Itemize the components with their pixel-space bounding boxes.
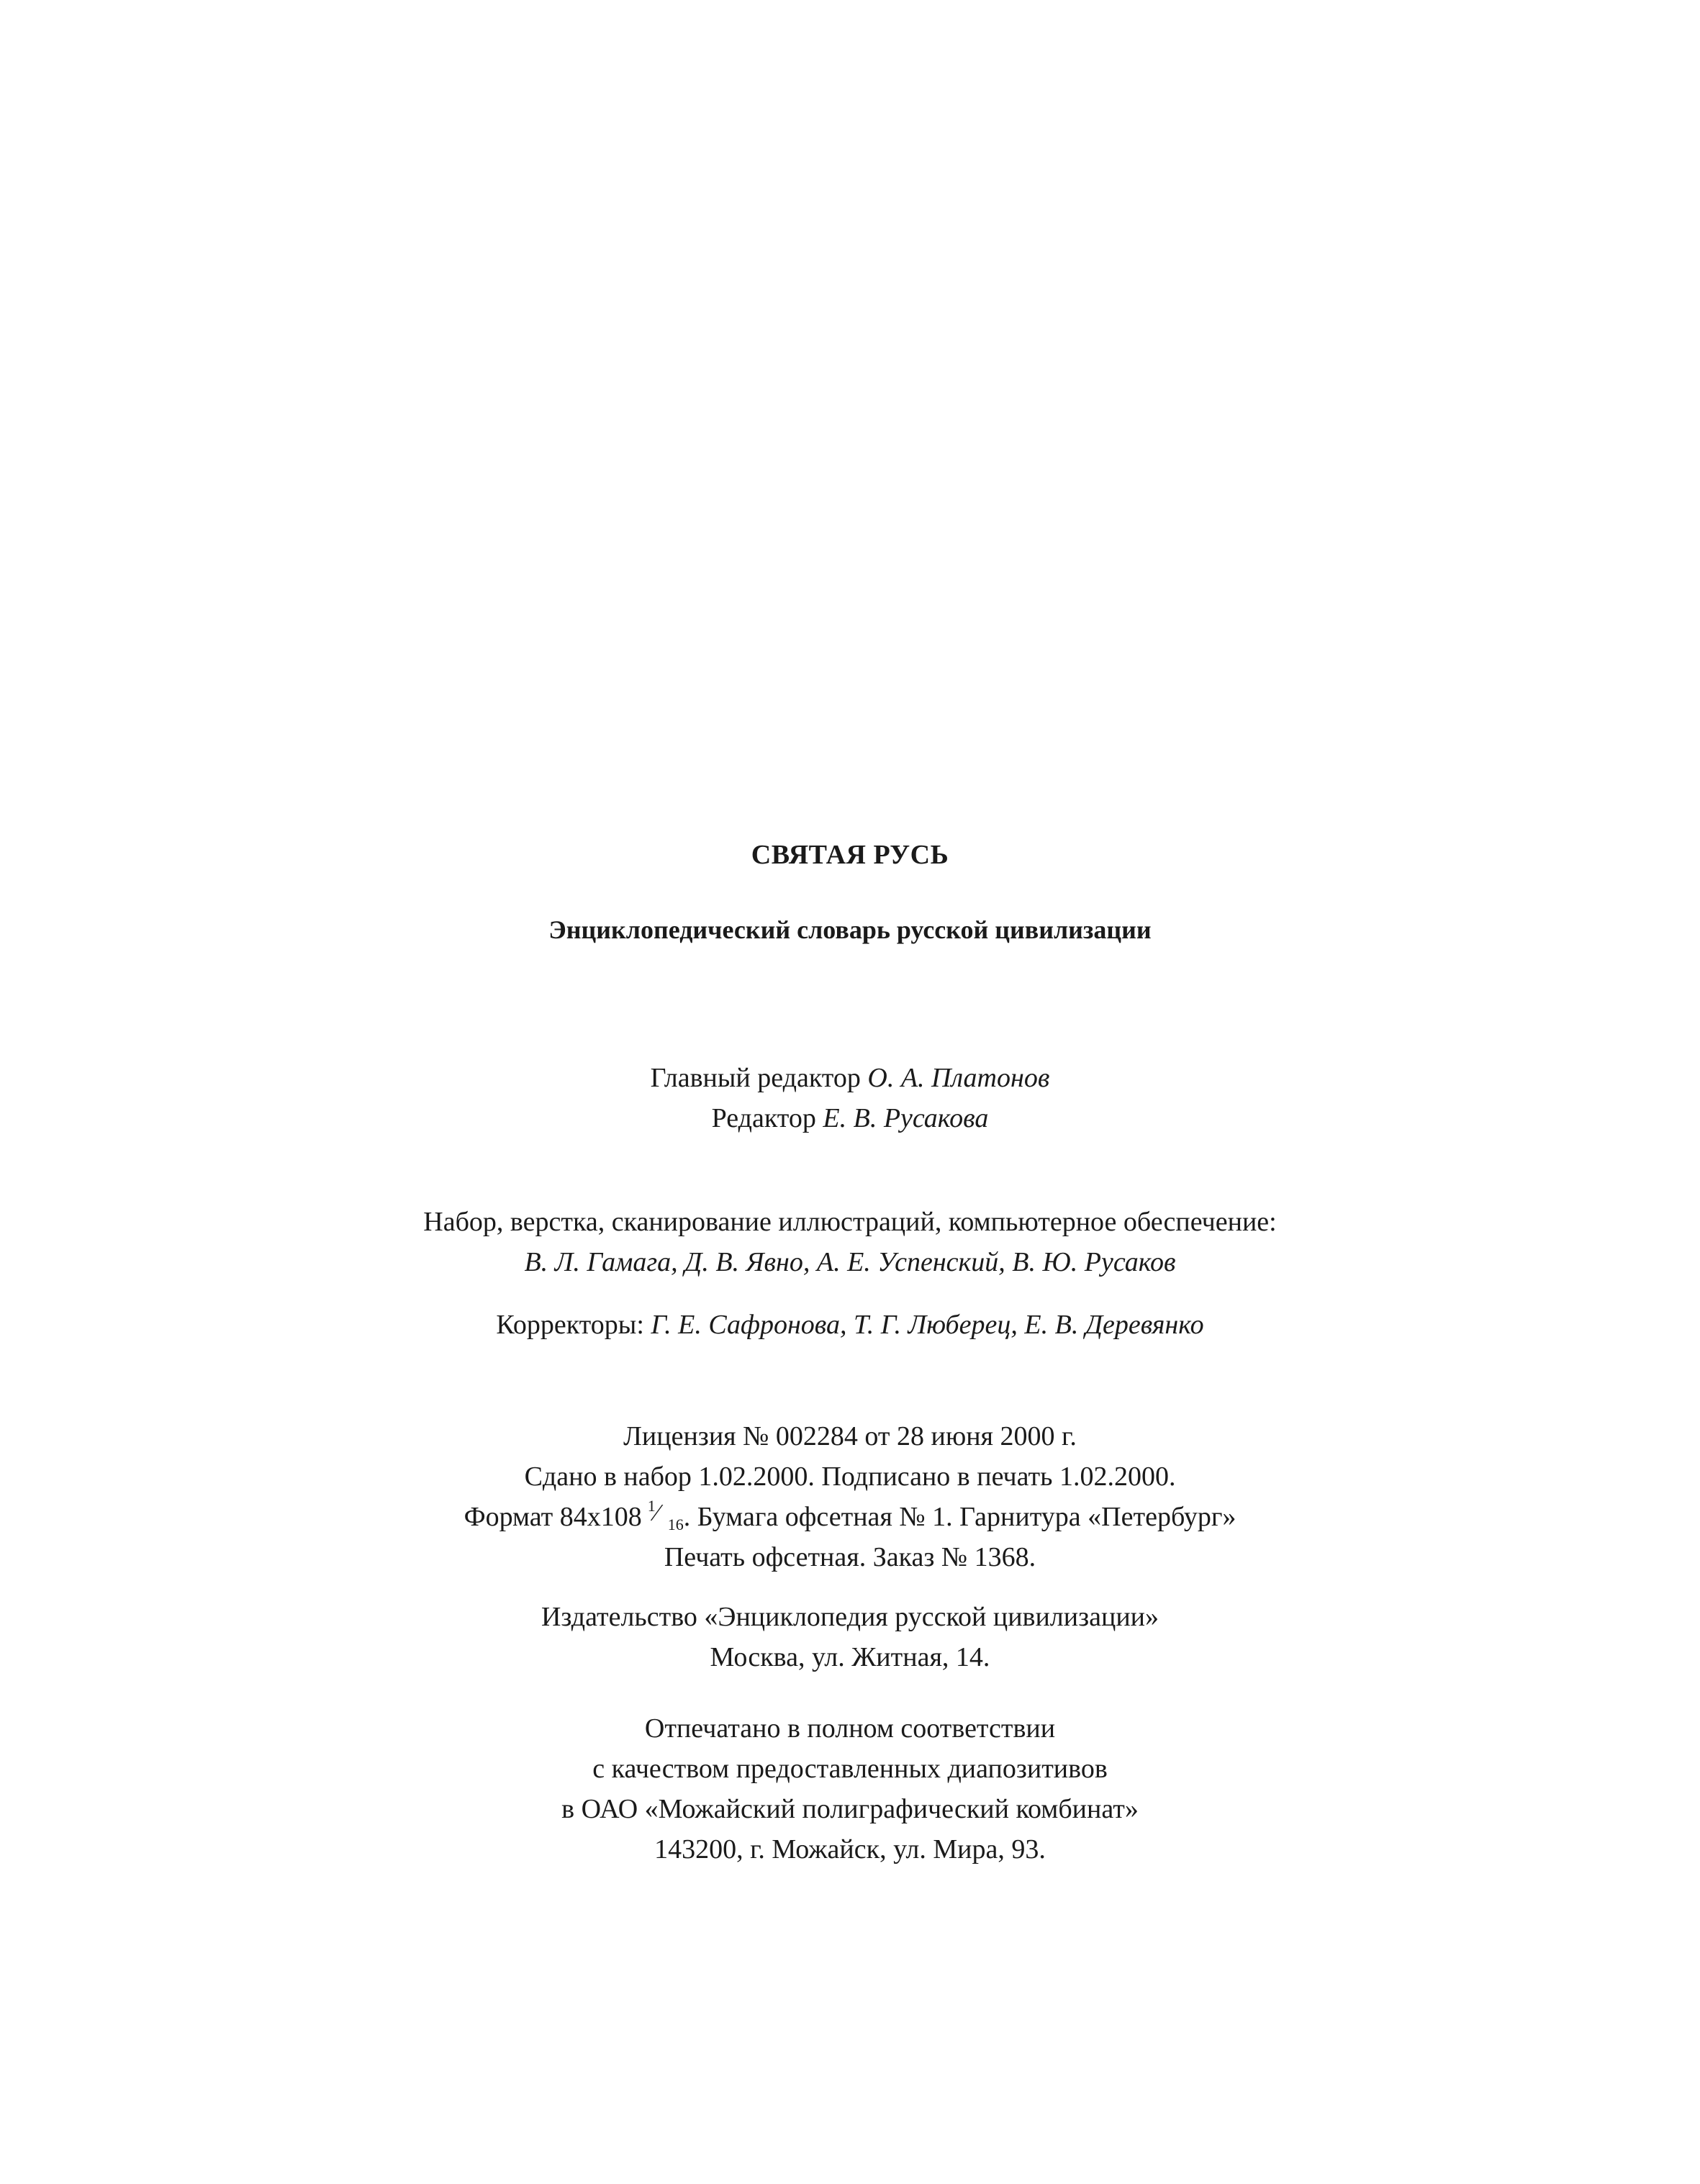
- proofreaders-label: Корректоры:: [496, 1310, 644, 1340]
- editors-section: [0, 1058, 1700, 1138]
- imprint-section: [0, 1416, 1700, 1577]
- printer-line-1: Отпечатано в полном соответствии: [644, 1713, 1056, 1744]
- book-title: СВЯТАЯ РУСЬ: [751, 840, 949, 870]
- printer-line-3: в ОАО «Можайский полиграфический комбинат»: [561, 1794, 1139, 1824]
- dates-line: Сдано в набор 1.02.2000. Подписано в печать 1.02.2000.: [524, 1462, 1176, 1492]
- format-fraction-denominator: 16: [667, 1515, 684, 1533]
- printer-section: [0, 1708, 1700, 1870]
- format-fraction: 1 ⁄ 16: [647, 1497, 684, 1533]
- production-staff-section: [0, 1202, 1700, 1282]
- editor-name: Е. В. Русакова: [823, 1103, 989, 1133]
- license-line: Лицензия № 002284 от 28 июня 2000 г.: [623, 1421, 1077, 1451]
- format-suffix: . Бумага офсетная № 1. Гарнитура «Петербург»: [683, 1502, 1236, 1532]
- printer-line-2: с качеством предоставленных диапозитивов: [592, 1754, 1108, 1784]
- order-line: Печать офсетная. Заказ № 1368.: [664, 1542, 1036, 1572]
- production-staff-names: В. Л. Гамага, Д. В. Явно, А. Е. Успенский, В. Ю. Русаков: [524, 1247, 1176, 1277]
- publisher-section: [0, 1597, 1700, 1677]
- editor-label: Редактор: [711, 1103, 816, 1133]
- chief-editor-name: О. А. Платонов: [867, 1063, 1050, 1093]
- printer-line-4: 143200, г. Можайск, ул. Мира, 93.: [654, 1834, 1046, 1864]
- chief-editor-line: [0, 1058, 1700, 1098]
- format-line: [0, 1497, 1700, 1537]
- book-subtitle: Энциклопедический словарь русской цивилизации: [548, 915, 1152, 944]
- proofreaders-section: [0, 1305, 1700, 1345]
- chief-editor-label: Главный редактор: [650, 1063, 861, 1093]
- publisher-name: Издательство «Энциклопедия русской цивилизации»: [541, 1602, 1159, 1632]
- proofreaders-names: Г. Е. Сафронова, Т. Г. Люберец, Е. В. Деревянко: [651, 1310, 1204, 1340]
- format-prefix: Формат 84x108: [464, 1502, 642, 1532]
- proofreaders-line: [0, 1305, 1700, 1345]
- editor-line: [0, 1098, 1700, 1138]
- production-staff-label: Набор, верстка, сканирование иллюстраций, компьютерное обеспечение:: [423, 1207, 1277, 1237]
- format-fraction-numerator: 1: [647, 1497, 656, 1515]
- publisher-address: Москва, ул. Житная, 14.: [710, 1642, 990, 1672]
